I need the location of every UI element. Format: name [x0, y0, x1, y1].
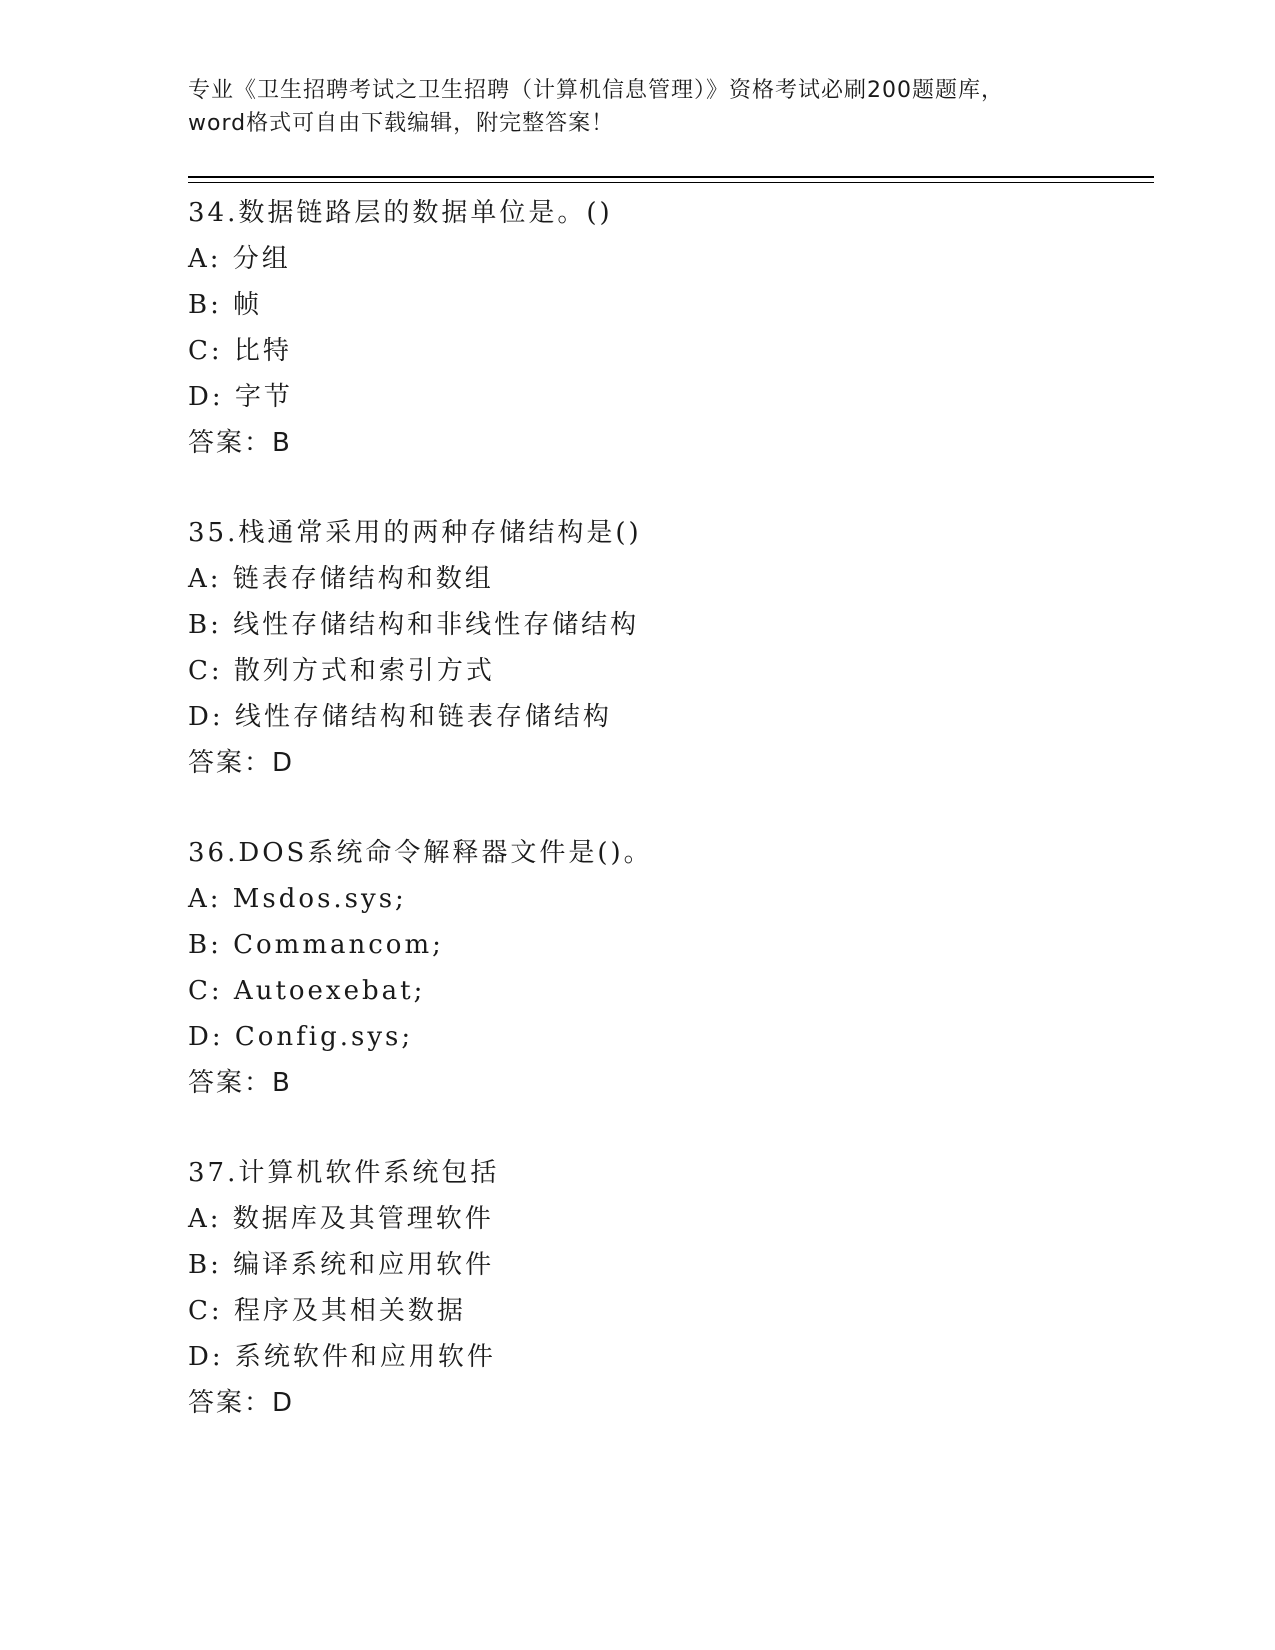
header-line-1: 专业《卫生招聘考试之卫生招聘（计算机信息管理）》资格考试必刷200题题库， [188, 78, 1004, 103]
option-a: A: Msdos.sys; [188, 884, 407, 914]
question-stem: 34.数据链路层的数据单位是。() [188, 198, 613, 228]
option-d: D: 字节 [188, 382, 293, 412]
header-line-2: word格式可自由下载编辑，附完整答案！ [188, 111, 615, 136]
option-a: A: 分组 [188, 244, 291, 274]
option-a: A: 数据库及其管理软件 [188, 1204, 494, 1234]
option-b: B: 编译系统和应用软件 [188, 1250, 495, 1280]
answer-line: 答案：B [188, 1068, 292, 1098]
option-d: D: Config.sys; [188, 1022, 414, 1052]
header-divider-thin [188, 182, 1154, 183]
option-c: C: 比特 [188, 336, 292, 366]
option-a: A: 链表存储结构和数组 [188, 564, 494, 594]
question-34 [188, 190, 1088, 466]
option-d: D: 系统软件和应用软件 [188, 1342, 496, 1372]
question-37 [188, 1150, 1088, 1426]
answer-line: 答案：D [188, 1388, 295, 1418]
header-divider-thick [188, 176, 1154, 178]
option-b: B: Commancom; [188, 930, 444, 960]
answer-line: 答案：B [188, 428, 292, 458]
question-stem: 37.计算机软件系统包括 [188, 1158, 500, 1188]
question-stem: 36.DOS系统命令解释器文件是()。 [188, 838, 653, 868]
question-36 [188, 830, 1088, 1106]
question-stem: 35.栈通常采用的两种存储结构是() [188, 518, 642, 548]
document-header [188, 74, 1088, 140]
option-c: C: Autoexebat; [188, 976, 426, 1006]
option-c: C: 散列方式和索引方式 [188, 656, 495, 686]
answer-line: 答案：D [188, 748, 295, 778]
option-b: B: 帧 [188, 290, 263, 320]
option-c: C: 程序及其相关数据 [188, 1296, 466, 1326]
question-35 [188, 510, 1088, 786]
option-d: D: 线性存储结构和链表存储结构 [188, 702, 612, 732]
option-b: B: 线性存储结构和非线性存储结构 [188, 610, 640, 640]
